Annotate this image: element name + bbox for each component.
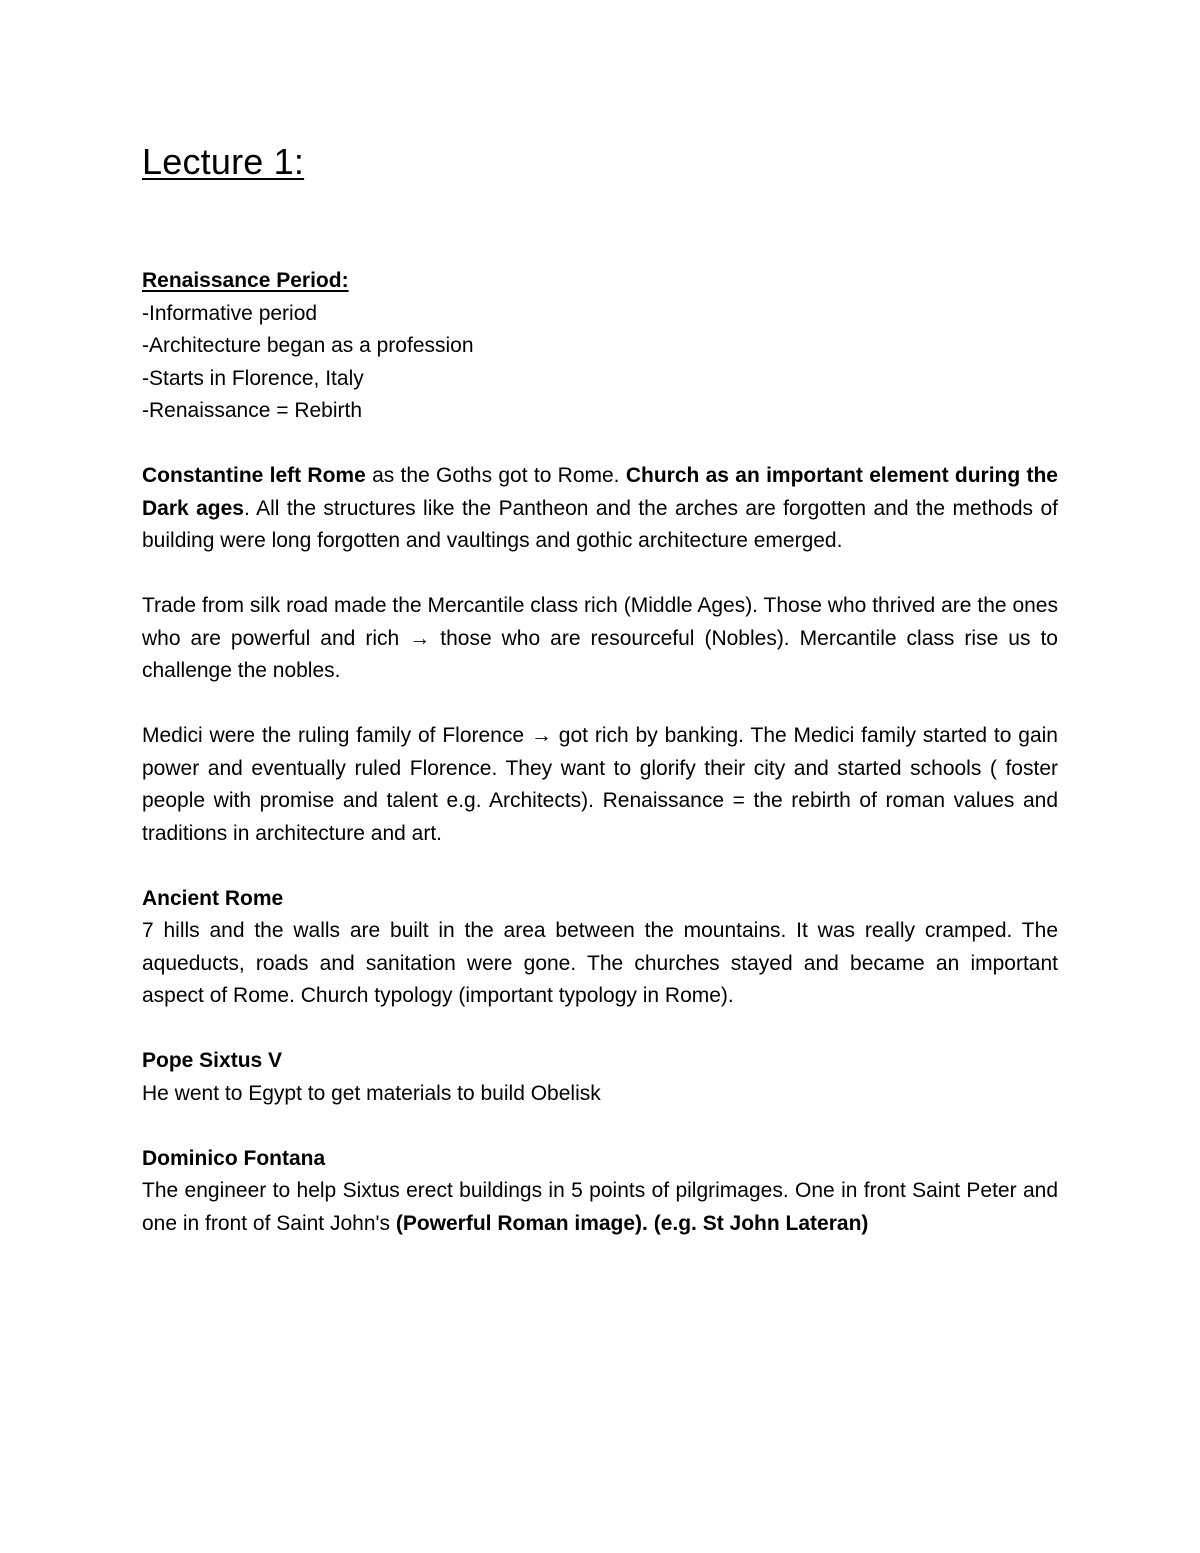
spacer xyxy=(142,558,1058,591)
page-title: Lecture 1: xyxy=(142,141,305,182)
spacer xyxy=(142,688,1058,721)
body-text: as the Goths got to Rome. xyxy=(365,464,626,487)
spacer xyxy=(142,1013,1058,1046)
body-text: The engineer to help Sixtus erect buildings in 5 points of pilgrimages. One in front Saint Peter and one in front of Saint John's xyxy=(142,1179,1058,1235)
bullet-item: -Renaissance = Rebirth xyxy=(142,399,363,422)
constantine-paragraph xyxy=(142,460,1058,558)
fontana-heading: Dominico Fontana xyxy=(142,1146,326,1170)
sixtus-paragraph: He went to Egypt to get materials to build Obelisk xyxy=(142,1081,601,1105)
renaissance-section xyxy=(142,265,1058,428)
medici-paragraph: Medici were the ruling family of Florence → got rich by banking. The Medici family started to gain power and eventually ruled Florence. They want to glorify their city and started schools ( foster people with promise and talent e.g. Architects). Renaissance = the rebirth of roman values and traditions in architecture and art. xyxy=(142,724,1058,845)
trade-paragraph: Trade from silk road made the Mercantile class rich (Middle Ages). Those who thrived are the ones who are powerful and rich → those who are resourceful (Nobles). Mercantile class rise us to challenge the nobles. xyxy=(142,594,1058,682)
renaissance-heading: Renaissance Period: xyxy=(142,269,349,292)
sixtus-heading: Pope Sixtus V xyxy=(142,1049,283,1072)
spacer xyxy=(142,1110,1058,1143)
fontana-paragraph xyxy=(142,1175,1058,1240)
bold-text: Constantine left Rome xyxy=(142,464,366,487)
spacer xyxy=(142,428,1058,461)
bold-text: (Powerful Roman image). (e.g. St John Lateran) xyxy=(395,1211,869,1235)
body-text: . All the structures like the Pantheon and the arches are forgotten and the methods of building were long forgotten and vaultings and gothic architecture emerged. xyxy=(142,496,1058,552)
bullet-item: -Starts in Florence, Italy xyxy=(142,366,364,390)
bullet-item: -Informative period xyxy=(142,301,318,325)
document-content xyxy=(142,140,1058,1240)
bullet-item: -Architecture began as a profession xyxy=(142,334,474,357)
spacer xyxy=(142,184,1058,265)
ancient-rome-heading: Ancient Rome xyxy=(142,886,284,910)
bold-text: Church as an important element during the Dark ages xyxy=(142,464,1058,520)
spacer xyxy=(142,850,1058,883)
ancient-rome-paragraph: 7 hills and the walls are built in the area between the mountains. It was really cramped. The aqueducts, roads and sanitation were gone. The churches stayed and became an important aspect of Rome. Church typology (important typology in Rome). xyxy=(142,919,1058,1007)
